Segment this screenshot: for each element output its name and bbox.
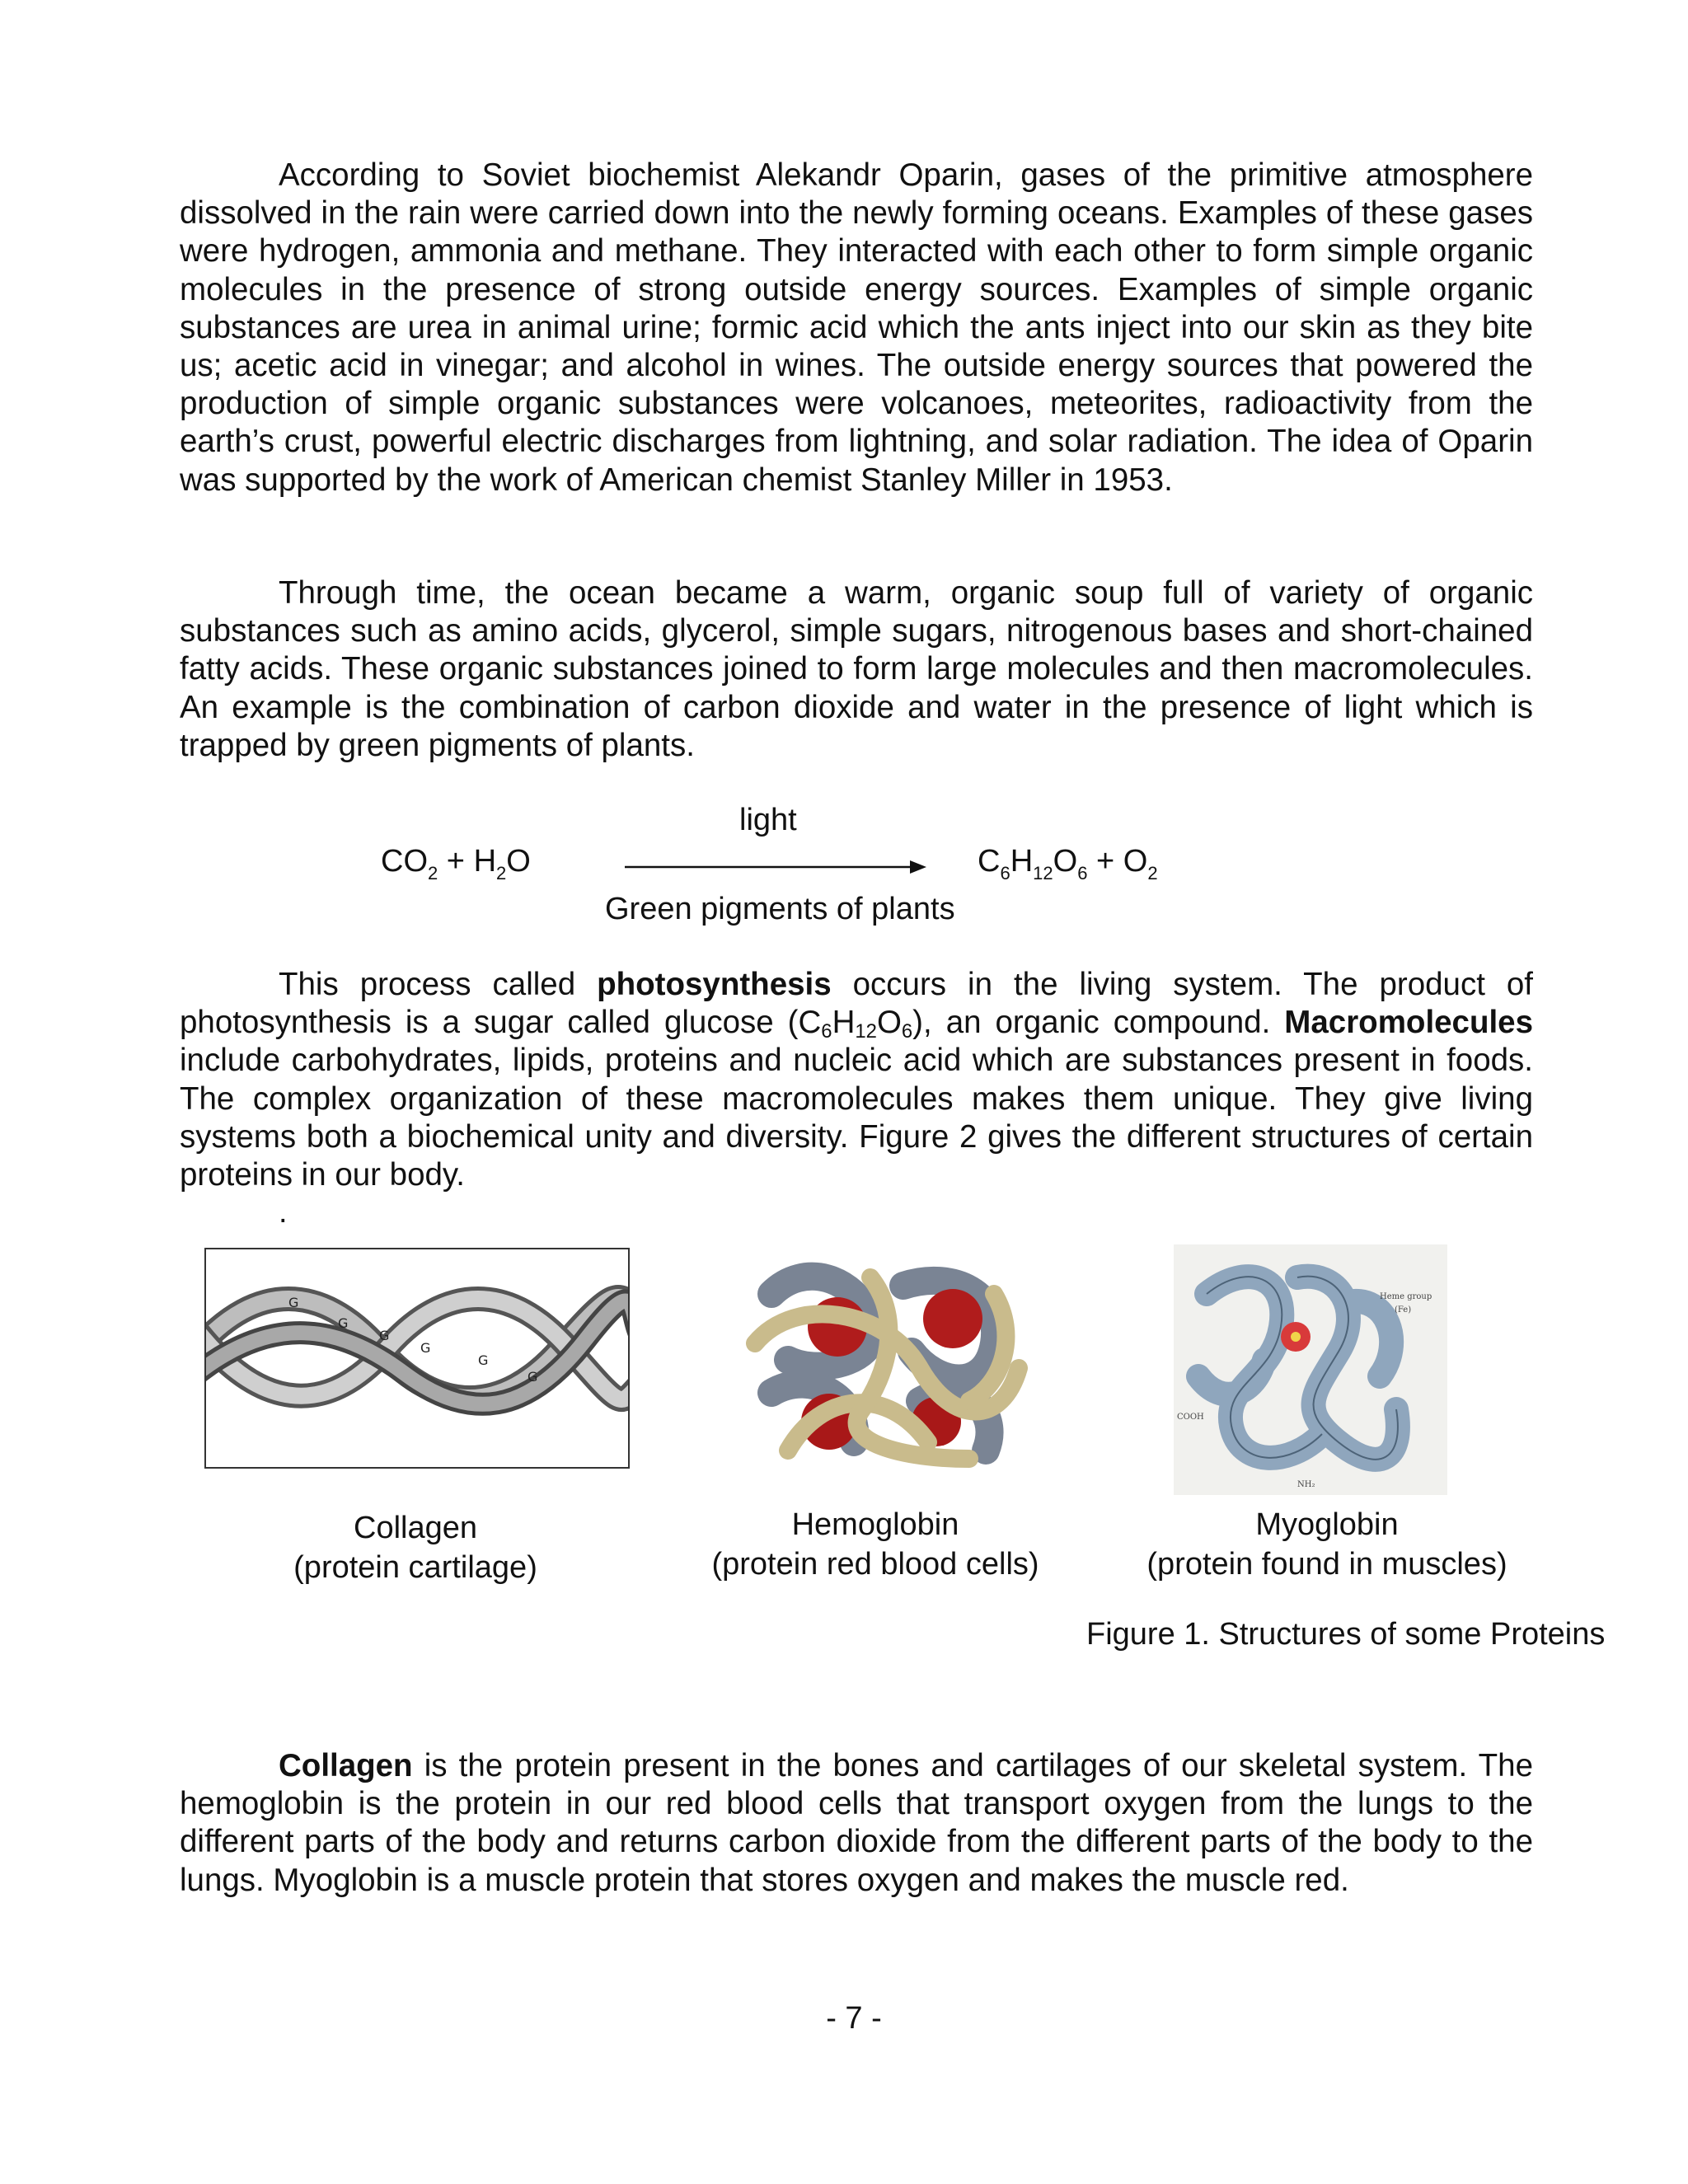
paragraph-photosynthesis: This process called photosynthesis occurs in the living system. The product of photosynthesis is a sugar called glucose $(C_6H_{12}O_6)$, an organic compound. Macromolecules include carbohydrates, lipids, proteins and nucleic acid which are substances present in foods. The complex organization of these macromolecules makes them unique. They give living systems both a biochemical unity and diversity. Figure 2 gives the different structures of certain proteins in our body. (180, 967, 1533, 1193)
term-photosynthesis: photosynthesis (597, 967, 832, 1002)
collagen-image (204, 1248, 630, 1469)
svg-text:G: G (288, 1295, 299, 1310)
myoglobin-label-cooh: COOH (1177, 1413, 1204, 1422)
caption-myoglobin: Myoglobin (protein found in muscles) (1146, 1507, 1507, 1582)
myoglobin-label-heme: Heme group (1380, 1292, 1432, 1301)
term-collagen: Collagen (279, 1748, 413, 1783)
equation-products: $C_6H_{12}O_6 + O_2$ (978, 844, 1158, 883)
equation-below-arrow: Green pigments of plants (605, 892, 955, 926)
myoglobin-image (1174, 1244, 1447, 1495)
myoglobin-label-fe: (Fe) (1395, 1305, 1412, 1315)
paragraph-collagen: Collagen is the protein present in the bones and cartilages of our skeletal system. The hemoglobin is the protein in our red blood cells that transport oxygen from the lungs to the different parts of the body and returns carbon dioxide from the different parts of the body to the lungs. Myoglobin is a muscle protein that stores oxygen and makes the muscle red. (180, 1748, 1533, 1898)
svg-text:G: G (420, 1340, 431, 1356)
svg-text:G: G (528, 1369, 538, 1385)
figure-title: Figure 1. Structures of some Proteins (1086, 1617, 1606, 1652)
myoglobin-label-nh2: NH₂ (1297, 1480, 1315, 1489)
paragraph-organic-soup (180, 574, 1533, 765)
paragraph-text: Through time, the ocean became a warm, organic soup full of variety of organic substances such as amino acids, glycerol, simple sugars, nitrogenous bases and short-chained fatty acids. These organic substances joined to form large molecules and then macromolecules. An example is the combination of carbon dioxide and water in the presence of light which is trapped by green pigments of plants. (180, 575, 1533, 763)
paragraph-text: According to Soviet biochemist Alekandr Oparin, gases of the primitive atmosphere dissolved in the rain were carried down into the newly forming oceans. Examples of these gases were hydrogen, ammonia and methane. They interacted with each other to form simple organic molecules in the presence of strong outside energy sources. Examples of simple organic substances are urea in animal urine; formic acid which the ants inject into our skin as they bite us; acetic acid in vinegar; and alcohol in wines. The outside energy sources that powered the production of simple organic substances were volcanoes, meteorites, radioactivity from the earth’s crust, powerful electric discharges from lightning, and solar radiation. The idea of Oparin was supported by the work of American chemist Stanley Miller in 1953. (180, 157, 1533, 498)
stray-dot: . (279, 1195, 288, 1230)
term-macromolecules: Macromolecules (1284, 1005, 1533, 1041)
caption-hemoglobin: Hemoglobin (protein red blood cells) (711, 1507, 1039, 1582)
paragraph-oparin (180, 157, 1533, 499)
reaction-arrow (625, 857, 926, 877)
caption-collagen: Collagen (protein cartilage) (293, 1511, 537, 1585)
svg-text:G: G (338, 1315, 349, 1331)
svg-text:G: G (379, 1328, 390, 1343)
equation-reactants: $CO_2 + H_2O$ (381, 844, 531, 883)
svg-text:G: G (478, 1352, 489, 1368)
equation-above-arrow: light (739, 803, 797, 837)
hemoglobin-image (722, 1244, 1052, 1480)
page-number: - 7 - (826, 2001, 882, 2036)
